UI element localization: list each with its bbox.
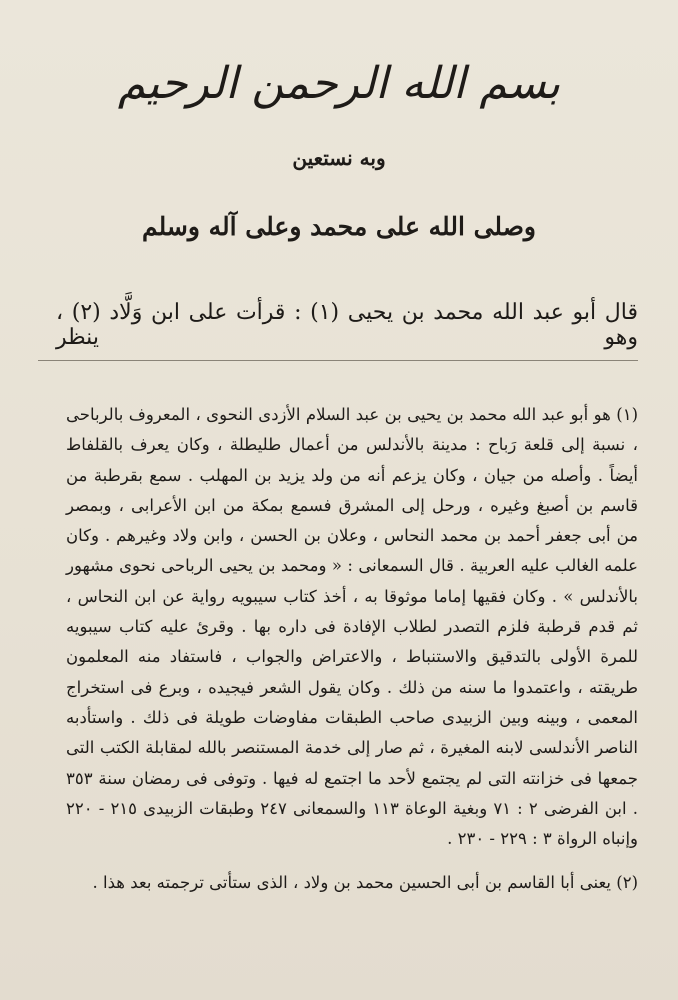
subheading: وبه نستعين <box>292 146 386 170</box>
footnotes <box>66 400 638 899</box>
basmala-heading: بسم الله الرحمن الرحيم <box>117 58 561 109</box>
footnote-1: (١) هو أبو عبد الله محمد بن يحيى بن عبد السلام الأزدى النحوى ، المعروف بالرباحى ، نسبة إلى قلعة رَباح : مدينة بالأندلس من أعمال طليطلة ، وكان يعرف بالقلفاط أيضاً . وأصله من جيان ، وكان يزعم أنه من ولد يزيد بن المهلب . سمع بقرطبة من قاسم بن أصبغ وغيره ، ورحل إلى المشرق فسمع بمكة من ابن الأعرابى ، وبمصر من أبى جعفر أحمد بن محمد النحاس ، وعلان بن الحسن ، وابن ولاد وغيرهم . وكان علمه الغالب عليه العربية . قال السمعانى : « ومحمد بن يحيى الرباحى نحوى مشهور بالأندلس » . وكان فقيها إماما موثوقا به ، أخذ كتاب سيبويه رواية عن ابن النحاس ، ثم قدم قرطبة فلزم التصدر لطلاب الإفادة فى داره بها . وقرئ عليه كتاب سيبويه للمرة الأولى بالتدقيق والاستنباط ، والاعتراض والجواب ، فاستفاد منه المعلمون طريقته ، واعتمدوا ما سنه من ذلك . وكان يقول الشعر فيجيده ، وبرع فى استخراج المعمى ، وبينه وبين الزبيدى صاحب الطبقات مفاوضات طويلة فى ذلك . واستأدبه الناصر الأندلسى لابنه المغيرة ، ثم صار إلى خدمة المستنصر بالله لمقابلة الكتب التى جمعها فى خزانته التى لم يجتمع لأحد ما اجتمع له فيها . وتوفى فى رمضان سنة ٣٥٣ . ابن الفرضى ٢ : ٧١ وبغية الوعاة ١١٣ والسمعانى ٢٤٧ وطبقات الزبيدى ٢١٥ - ٢٢٠ وإنباه الرواة ٣ : ٢٢٩ - ٢٣٠ . <box>66 405 638 849</box>
opening-text-line: قال أبو عبد الله محمد بن يحيى (١) : قرأت على ابن وَلَّاد (٢) ، وهو ينظر <box>56 300 638 350</box>
footnote-2: (٢) يعنى أبا القاسم بن أبى الحسين محمد بن ولاد ، الذى ستأتى ترجمته بعد هذا . <box>92 873 638 893</box>
salutation-line: وصلى الله على محمد وعلى آله وسلم <box>141 212 537 241</box>
footnote-divider <box>38 360 638 361</box>
